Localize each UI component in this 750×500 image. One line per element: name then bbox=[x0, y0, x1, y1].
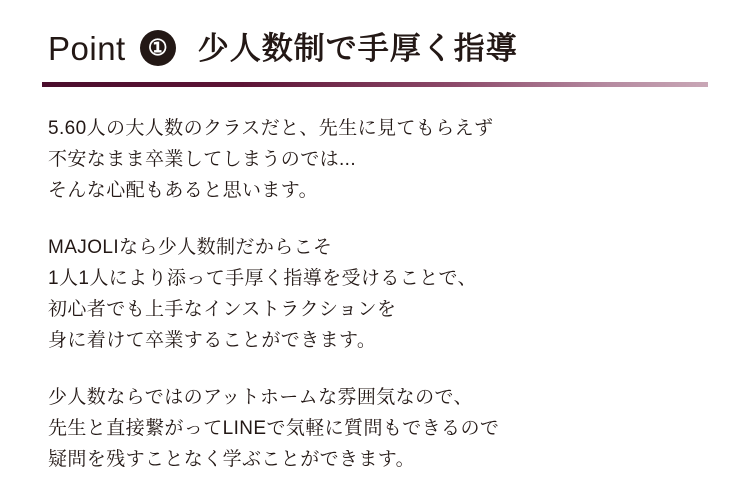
paragraph bbox=[48, 113, 708, 206]
paragraph bbox=[48, 382, 708, 475]
body-copy bbox=[42, 113, 708, 475]
heading bbox=[42, 30, 708, 66]
text-line: 身に着けて卒業することができます。 bbox=[48, 330, 377, 351]
page-title: 少人数制で手厚く指導 bbox=[197, 30, 518, 66]
text-line: そんな心配もあると思います。 bbox=[48, 180, 319, 201]
text-line: 少人数ならではのアットホームな雰囲気なので、 bbox=[48, 387, 473, 408]
text-line: 5.60人の大人数のクラスだと、先生に見てもらえず bbox=[48, 118, 494, 139]
text-line: MAJOLIなら少人数制だからこそ bbox=[48, 237, 333, 258]
text-line: 1人1人により添って手厚く指導を受けることで、 bbox=[48, 268, 477, 289]
text-line: 不安なまま卒業してしまうのでは... bbox=[48, 149, 357, 170]
gradient-divider bbox=[42, 82, 708, 87]
text-line: 先生と直接繋がってLINEで気軽に質問もできるので bbox=[48, 418, 500, 439]
paragraph bbox=[48, 232, 708, 356]
point-label: Point bbox=[48, 29, 126, 67]
text-line: 初心者でも上手なインストラクションを bbox=[48, 299, 397, 320]
point-number-badge: ① bbox=[140, 30, 176, 66]
text-line: 疑問を残すことなく学ぶことができます。 bbox=[48, 449, 416, 470]
